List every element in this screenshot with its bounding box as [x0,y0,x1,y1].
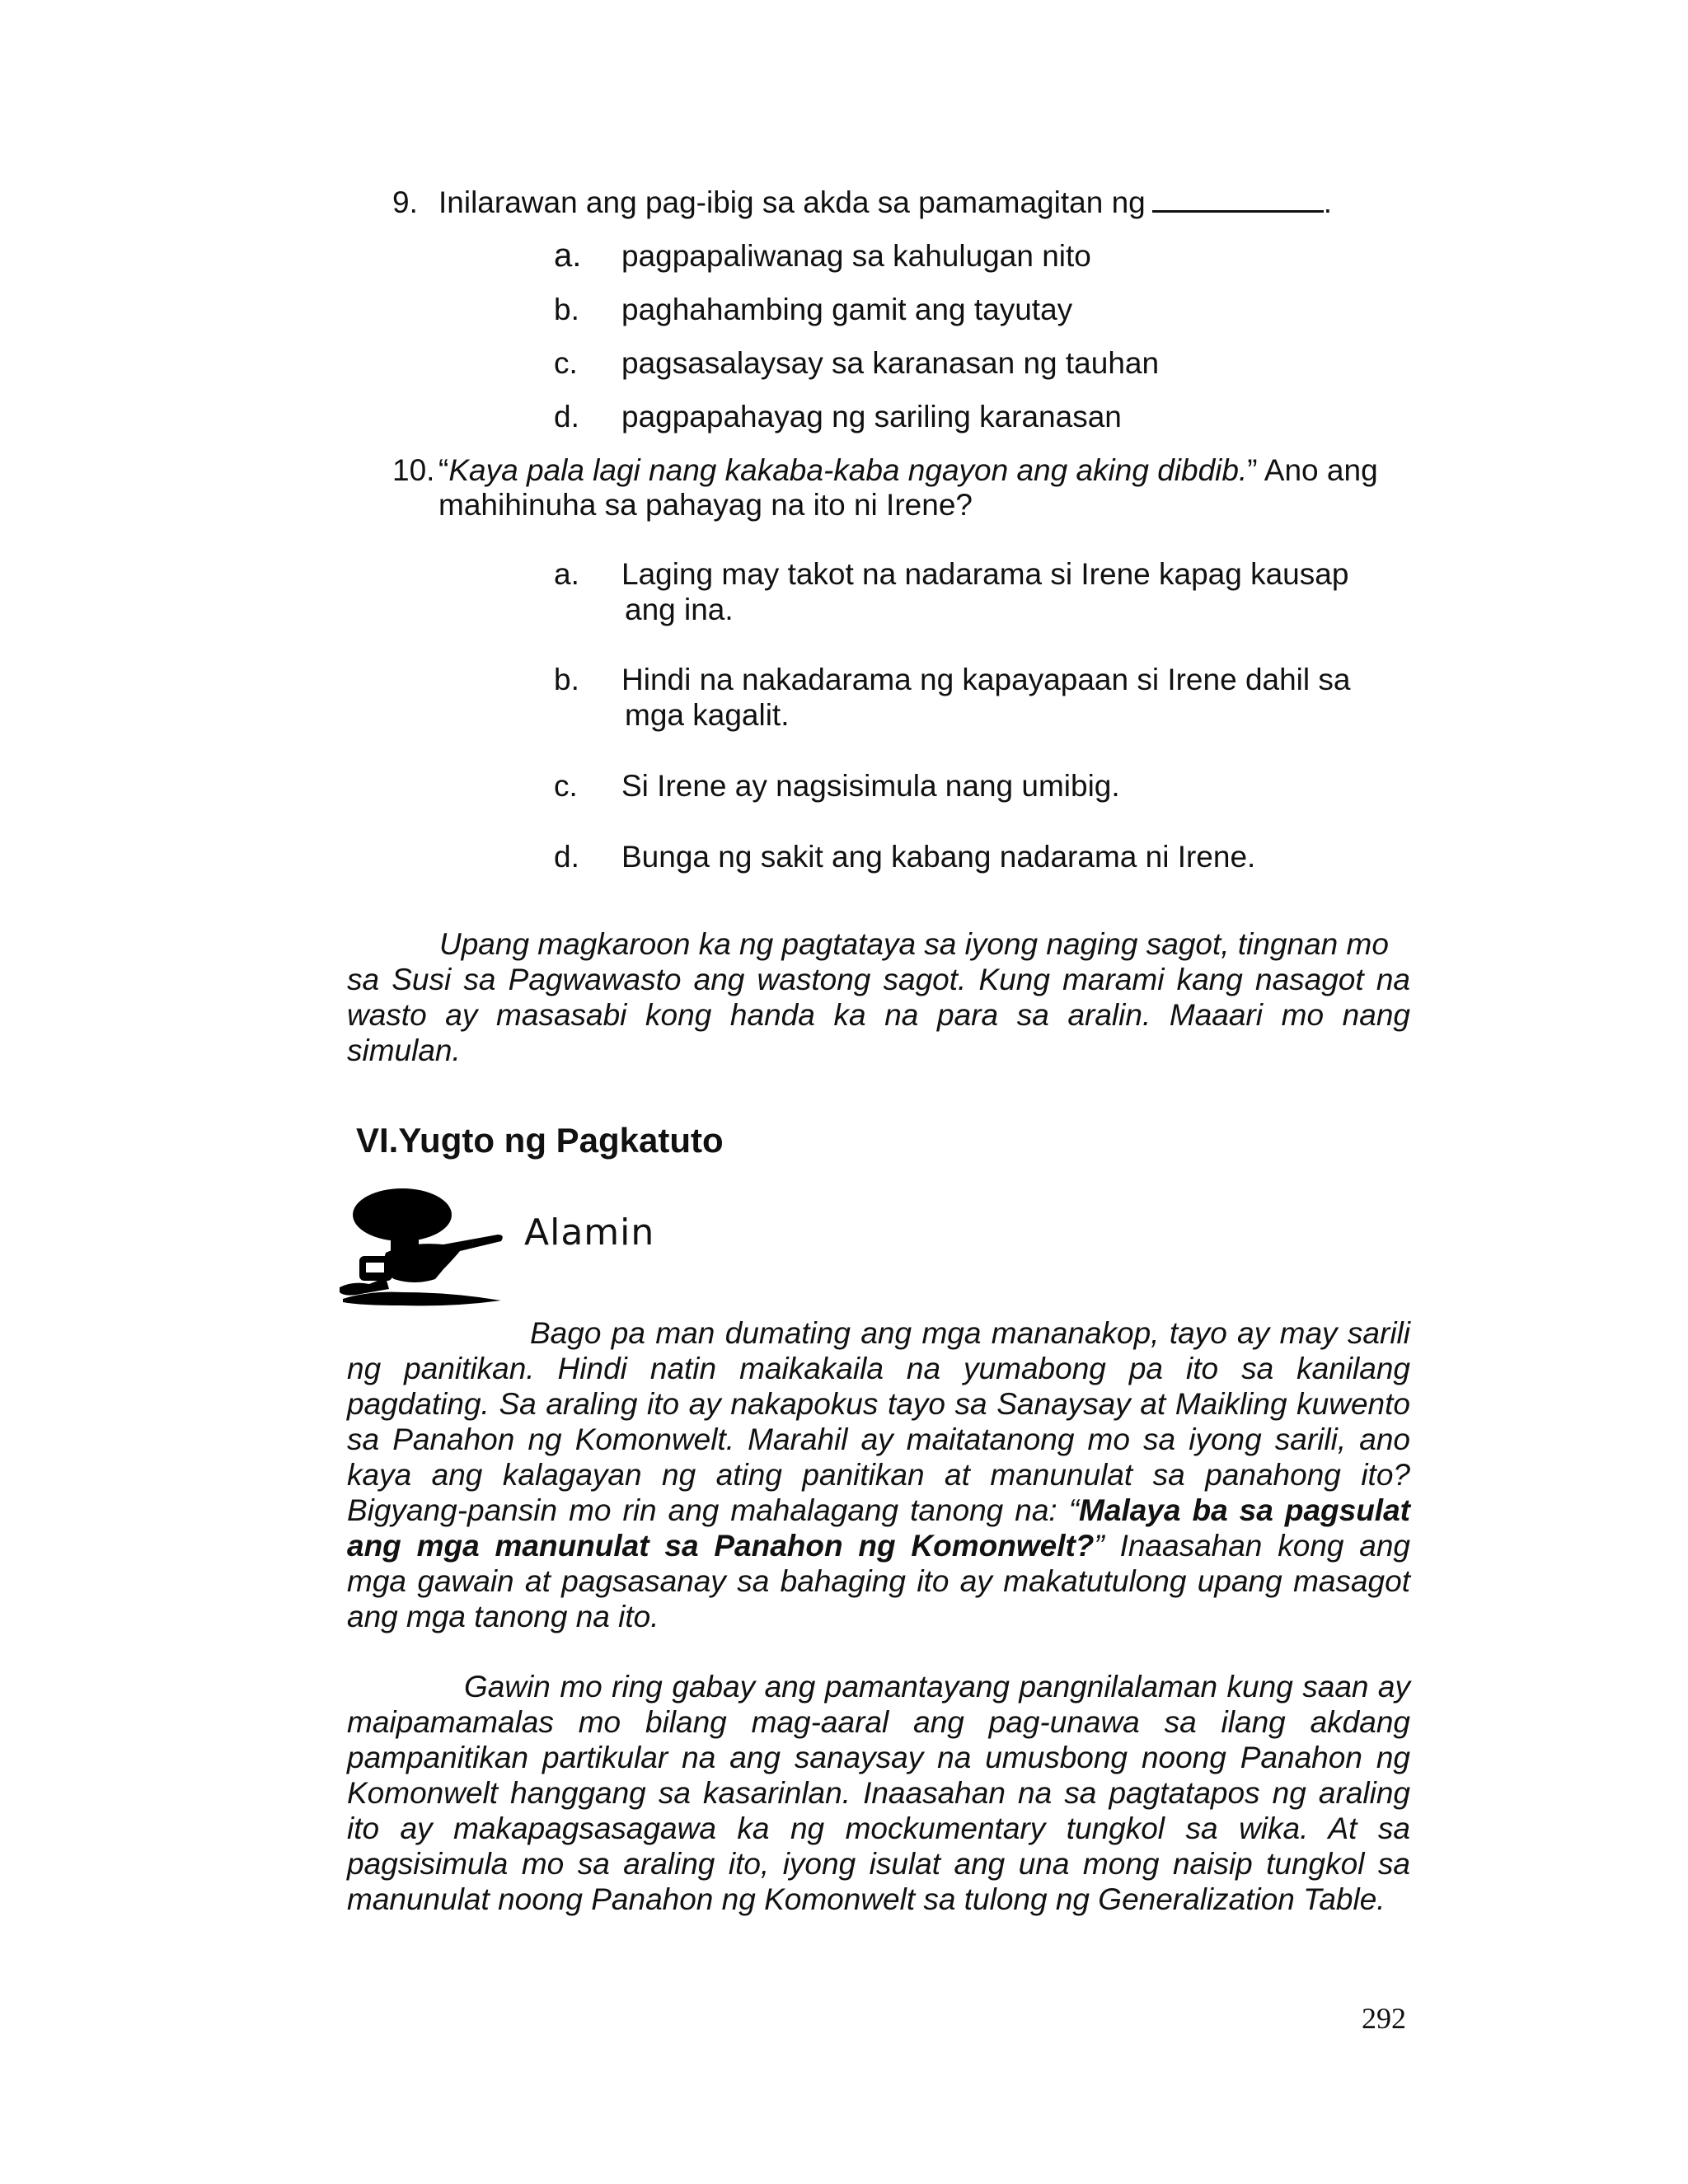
question-text-line1: “Kaya pala lagi nang kakaba-kaba ngayon ang aking dibdib.” Ano ang [438,453,1378,487]
question-number: 10. [392,453,435,487]
question-number: 9. [392,185,418,219]
section-title: VI.Yugto ng Pagkatuto [356,1121,724,1160]
self-check-note: Upang magkaroon ka ng pagtataya sa iyong naging sagot, tingnan mo sa Susi sa Pagwawasto ang wastong sagot. Kung marami kang nasagot na wasto ay masasabi kong handa ka na para sa aralin. Maaari mo nang simulan. [347,927,1410,1067]
alamin-label: Alamin [524,1212,655,1254]
alamin-paragraph-2: Gawin mo ring gabay ang pamantayang pangnilalaman kung saan ay maipamamalas mo bilang mag-aaral ang pag-unawa sa ilang akdang pampanitikan partikular na ang sanaysay na umusbong noong Panahon ng Komonwelt hanggang sa kasarinlan. Inaasahan na sa pagtatapos ng araling ito ay makapagsasagawa ka ng mockumentary tungkol sa wika. At sa pagsisimula mo sa araling ito, iyong isulat ang una mong naisip tungkol sa manunulat noong Panahon ng Komonwelt sa tulong ng Generalization Table. [347,1670,1410,1916]
question-10 [392,452,1431,527]
question-text-line2: mahihinuha sa pahayag na ito ni Irene? [438,488,973,522]
question-text: Inilarawan ang pag-ibig sa akda sa pamamagitan ng . [438,185,1333,219]
pointing-figure-icon [336,1187,509,1310]
page-number: 292 [1362,2002,1406,2035]
alamin-paragraph-1: Bago pa man dumating ang mga mananakop, tayo ay may sarili ng panitikan. Hindi natin maikakaila na yumabong pa ito sa kanilang pagdating. Sa araling ito ay nakapokus tayo sa Sanaysay at Maikling kuwento sa Panahon ng Komonwelt. Marahil ay maitatanong mo sa iyong sarili, ano kaya ang kalagayan ng ating panitikan at manunulat sa panahong ito? Bigyang-pansin mo rin ang mahalagang tanong na: “Malaya ba sa pagsulat ang mga manunulat sa Panahon ng Komonwelt?” Inaasahan kong ang mga gawain at pagsasanay sa bahaging ito ay makatutulong upang masagot ang mga tanong na ito. [347,1316,1410,1633]
answer-blank [1152,185,1324,213]
